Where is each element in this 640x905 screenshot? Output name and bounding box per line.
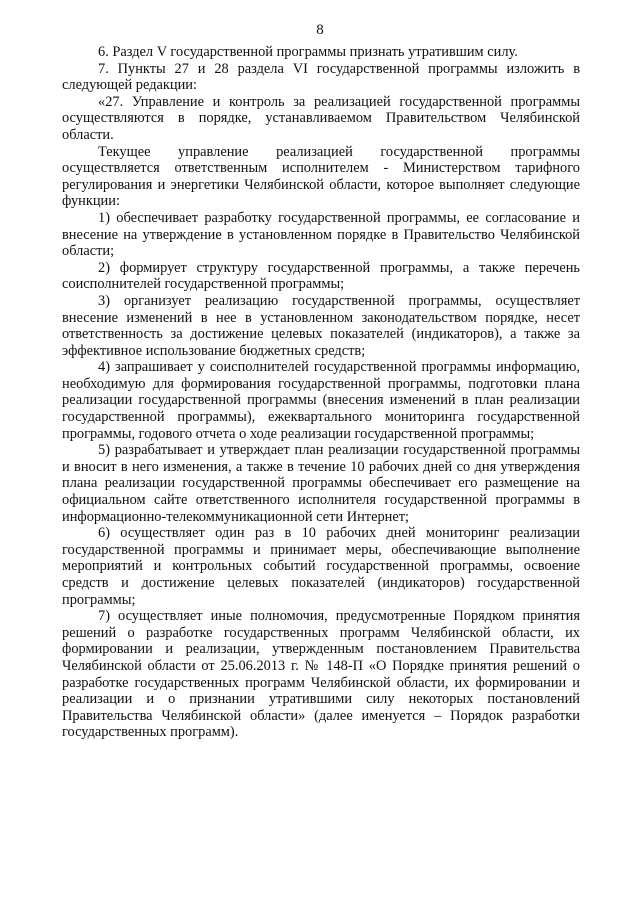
list-item-function-1: 1) обеспечивает разработку государственной программы, ее согласование и внесение на утверждение в установленном порядке в Правительство Челябинской области; — [62, 209, 580, 260]
list-item-function-5: 5) разрабатывает и утверждает план реализации государственной программы и вносит в него изменения, а также в течение 10 рабочих дней со дня утверждения плана реализации государственной программы обеспечивает его размещение на официальном сайте ответственного исполнителя государственной программы в информационно-телекоммуникационной сети Интернет; — [62, 442, 580, 525]
document-body — [62, 44, 580, 741]
list-item-function-4: 4) запрашивает у соисполнителей государственной программы информацию, необходимую для формирования государственной программы, подготовки плана реализации государственной программы (внесения изменений в план реализации государственной программы), ежеквартального мониторинга государственной программы, годового отчета о ходе реализации государственной программы; — [62, 359, 580, 442]
paragraph-section-5-repeal: 6. Раздел V государственной программы признать утратившим силу. — [98, 44, 518, 60]
list-item-function-7: 7) осуществляет иные полномочия, предусмотренные Порядком принятия решений о разработке государственных программ Челябинской области, их формировании и реализации, утвержденным постановлением Правительства Челябинской области от 25.06.2013 г. № 148-П «О Порядке принятия решений о разработке государственных программ Челябинской области, их формировании и реализации и о признании утратившими силу некоторых постановлений Правительства Челябинской области» (далее именуется – Порядок разработки государственных программ). — [62, 608, 580, 741]
list-item-function-3: 3) организует реализацию государственной программы, осуществляет внесение изменений в нее в установленном законодательством порядке, несет ответственность за достижение целевых показателей (индикаторов), а также за эффективное использование бюджетных средств; — [62, 292, 580, 359]
list-item-function-6: 6) осуществляет один раз в 10 рабочих дней мониторинг реализации государственной программы и принимает меры, обеспечивающие выполнение мероприятий и контрольных событий государственной программы, освоение средств и достижение целевых показателей (индикаторов) государственной программы; — [62, 525, 580, 608]
page-number: 8 — [316, 22, 324, 38]
paragraph-item-27: «27. Управление и контроль за реализацией государственной программы осуществляются в порядке, устанавливаемом Правительством Челябинской области. — [62, 93, 580, 143]
paragraph-current-management: Текущее управление реализацией государственной программы осуществляется ответственным исполнителем - Министерством тарифного регулирования и энергетики Челябинской области, которое выполняет следующие функции: — [62, 143, 580, 210]
paragraph-section-6-amend: 7. Пункты 27 и 28 раздела VI государственной программы изложить в следующей редакции: — [62, 60, 580, 94]
list-item-function-2: 2) формирует структуру государственной программы, а также перечень соисполнителей государственной программы; — [62, 259, 580, 293]
